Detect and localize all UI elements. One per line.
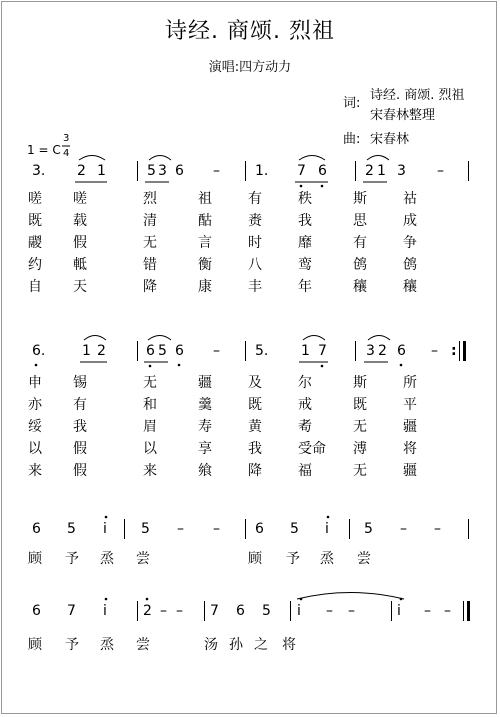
lyric: 康 (198, 279, 212, 295)
lyric: 将 (282, 637, 296, 653)
lyric: 约 (28, 257, 42, 273)
lyric: 八 (248, 257, 262, 273)
time-signature-top: 3 (63, 133, 70, 144)
lyric: 无 (353, 463, 367, 479)
lyric: 成 (403, 213, 417, 229)
lyric: 嗟 (73, 191, 87, 207)
note: 2 (143, 603, 152, 619)
note: 2 (77, 163, 86, 179)
lyric: 斯 (353, 375, 367, 391)
note: 5 (290, 521, 299, 537)
tie (303, 336, 325, 341)
lyric: 以 (143, 441, 157, 457)
note: – (176, 603, 183, 619)
note: 1. (255, 163, 269, 179)
lyric: 顾 (248, 551, 262, 567)
lyrics-label: 词: (343, 96, 361, 111)
lyric: 烈 (143, 191, 157, 207)
note: – (437, 163, 444, 179)
tie (79, 156, 105, 161)
lyric: 自 (28, 279, 42, 295)
note: 6 (146, 343, 155, 359)
lyric: 有 (73, 397, 87, 413)
octave-dot (300, 185, 303, 188)
lyric: 顾 (28, 551, 42, 567)
lyric: 错 (143, 257, 157, 273)
lyric: 有 (248, 191, 262, 207)
tie (368, 336, 390, 341)
lyric: 享 (198, 441, 212, 457)
octave-dot (400, 598, 403, 601)
lyric: 顾 (28, 637, 42, 653)
lyric: 我 (298, 213, 312, 229)
lyric: 羹 (198, 397, 212, 413)
note: 3 (158, 163, 167, 179)
lyric: 来 (28, 463, 42, 479)
note: 1 (97, 163, 106, 179)
lyric: 假 (73, 235, 87, 251)
note: 5 (67, 521, 76, 537)
lyric: 祖 (198, 191, 212, 207)
note: 6 (32, 603, 41, 619)
lyric: 靡 (298, 235, 312, 251)
note: – (444, 603, 451, 619)
note: 6 (236, 603, 245, 619)
lyric: 丰 (248, 279, 262, 295)
note: – (431, 343, 438, 359)
note: 6 (175, 343, 184, 359)
octave-dot (178, 364, 181, 367)
lyric: 飨 (198, 463, 212, 479)
lyric: 疆 (403, 463, 417, 479)
note: 5 (158, 343, 167, 359)
lyric: 鸧 (403, 257, 417, 273)
octave-dot (146, 598, 149, 601)
tie (84, 336, 106, 341)
lyric: 溥 (353, 441, 367, 457)
lyric: 予 (65, 637, 79, 653)
note: 7 (210, 603, 219, 619)
lyric: 烝 (100, 551, 114, 567)
note: 2 (365, 163, 374, 179)
lyric: 降 (143, 279, 157, 295)
lyric: 清 (143, 213, 157, 229)
note: i (103, 521, 107, 537)
lyric: 孙 (229, 637, 243, 653)
lyric: 尝 (136, 551, 150, 567)
lyric: 既 (353, 397, 367, 413)
lyric: 戒 (298, 397, 312, 413)
lyric: 载 (73, 213, 87, 229)
note: – (434, 521, 441, 537)
lyric: 秩 (298, 191, 312, 207)
note: i (397, 603, 401, 619)
octave-dot (400, 364, 403, 367)
note: – (400, 521, 407, 537)
lyric: 以 (28, 441, 42, 457)
lyric: 申 (28, 375, 42, 391)
lyric: 疆 (198, 375, 212, 391)
note: – (160, 603, 167, 619)
note: 1 (82, 343, 91, 359)
note: 1 (377, 163, 386, 179)
note: 6 (32, 521, 41, 537)
lyric: 赉 (248, 213, 262, 229)
note: 2 (97, 343, 106, 359)
note: – (326, 603, 333, 619)
lyric: 嗟 (28, 191, 42, 207)
lyric: 穰 (353, 279, 367, 295)
lyric: 绥 (28, 419, 42, 435)
lyric: 言 (198, 235, 212, 251)
lyric: 假 (73, 441, 87, 457)
lyric: 寿 (198, 419, 212, 435)
note: 5 (141, 521, 150, 537)
page-title: 诗经. 商颂. 烈祖 (165, 19, 335, 44)
note: – (424, 603, 431, 619)
tie (367, 156, 389, 161)
note: 7 (318, 343, 327, 359)
lyric: 穰 (403, 279, 417, 295)
music-label: 曲: (343, 132, 361, 147)
note: 2 (378, 343, 387, 359)
octave-dot (105, 598, 108, 601)
lyric: 予 (65, 551, 79, 567)
note: 6. (32, 343, 46, 359)
lyric: 无 (353, 419, 367, 435)
note: 5 (147, 163, 156, 179)
time-signature-bottom: 4 (63, 148, 70, 159)
note: 6 (397, 343, 406, 359)
lyric: 眉 (143, 419, 157, 435)
key-signature: 1 = C (27, 143, 61, 157)
lyric: 和 (143, 397, 157, 413)
lyric: 尔 (298, 375, 312, 391)
lyric: 烝 (320, 551, 334, 567)
lyric: 疆 (403, 419, 417, 435)
note: 5. (255, 343, 269, 359)
lyric: 鬷 (28, 235, 42, 251)
lyric: 祜 (403, 191, 417, 207)
music-credit: 宋春林 (370, 132, 410, 147)
lyric: 鸧 (353, 257, 367, 273)
note: 1 (301, 343, 310, 359)
lyrics-credit-line1: 诗经. 商颂. 烈祖 (370, 88, 465, 103)
lyric: 天 (73, 279, 87, 295)
tie (149, 156, 171, 161)
lyric: 黄 (248, 419, 262, 435)
lyric: 尝 (136, 637, 150, 653)
lyrics-credit-line2: 宋春林整理 (370, 108, 436, 123)
octave-dot (327, 516, 330, 519)
lyric: 将 (403, 441, 417, 457)
lyric: 降 (248, 463, 262, 479)
octave-dot (105, 516, 108, 519)
note: i (325, 521, 329, 537)
octave-dot (149, 365, 152, 368)
lyric: 时 (248, 235, 262, 251)
lyric: 我 (73, 419, 87, 435)
lyric: 思 (353, 213, 367, 229)
lyric: 既 (28, 213, 42, 229)
note: – (213, 521, 220, 537)
lyric: 年 (298, 279, 312, 295)
note: – (213, 343, 220, 359)
note: i (297, 603, 301, 619)
octave-dot (321, 365, 324, 368)
tie (299, 156, 325, 161)
note: 7 (297, 163, 306, 179)
lyric: 有 (353, 235, 367, 251)
octave-dot (321, 185, 324, 188)
lyric: 假 (73, 463, 87, 479)
lyric: 来 (143, 463, 157, 479)
note: – (213, 163, 220, 179)
lyric: 及 (248, 375, 262, 391)
lyric: 平 (403, 397, 417, 413)
lyric: 所 (403, 375, 417, 391)
tie (148, 336, 171, 341)
lyric: 之 (254, 637, 268, 653)
note: 6 (318, 163, 327, 179)
note: 7 (67, 603, 76, 619)
lyric: 汤 (204, 637, 218, 653)
lyric: 福 (298, 463, 312, 479)
note: 3 (397, 163, 406, 179)
note: 5 (364, 521, 373, 537)
lyric: 烝 (100, 637, 114, 653)
lyric: 尝 (357, 551, 371, 567)
octave-dot (300, 598, 303, 601)
lyric: 无 (143, 235, 157, 251)
page-subtitle: 演唱:四方动力 (208, 60, 292, 75)
lyric: 无 (143, 375, 157, 391)
note: – (348, 603, 355, 619)
repeat-dots: : (451, 343, 457, 359)
lyric: 既 (248, 397, 262, 413)
tie (297, 593, 404, 600)
lyric: 酤 (198, 213, 212, 229)
note: 3. (32, 163, 46, 179)
note: – (177, 521, 184, 537)
octave-dot (35, 364, 38, 367)
note: 6 (255, 521, 264, 537)
note: 5 (262, 603, 271, 619)
lyric: 锡 (73, 375, 87, 391)
lyric: 亦 (28, 397, 42, 413)
lyric: 鸾 (298, 257, 312, 273)
lyric: 耇 (298, 419, 312, 435)
lyric: 斯 (353, 191, 367, 207)
lyric: 軧 (73, 257, 87, 273)
note: 6 (175, 163, 184, 179)
lyric: 衡 (198, 257, 212, 273)
lyric: 予 (286, 551, 300, 567)
lyric: 争 (403, 235, 417, 251)
note: 3 (366, 343, 375, 359)
note: i (103, 603, 107, 619)
lyric: 受命 (298, 441, 326, 457)
lyric: 我 (248, 441, 262, 457)
